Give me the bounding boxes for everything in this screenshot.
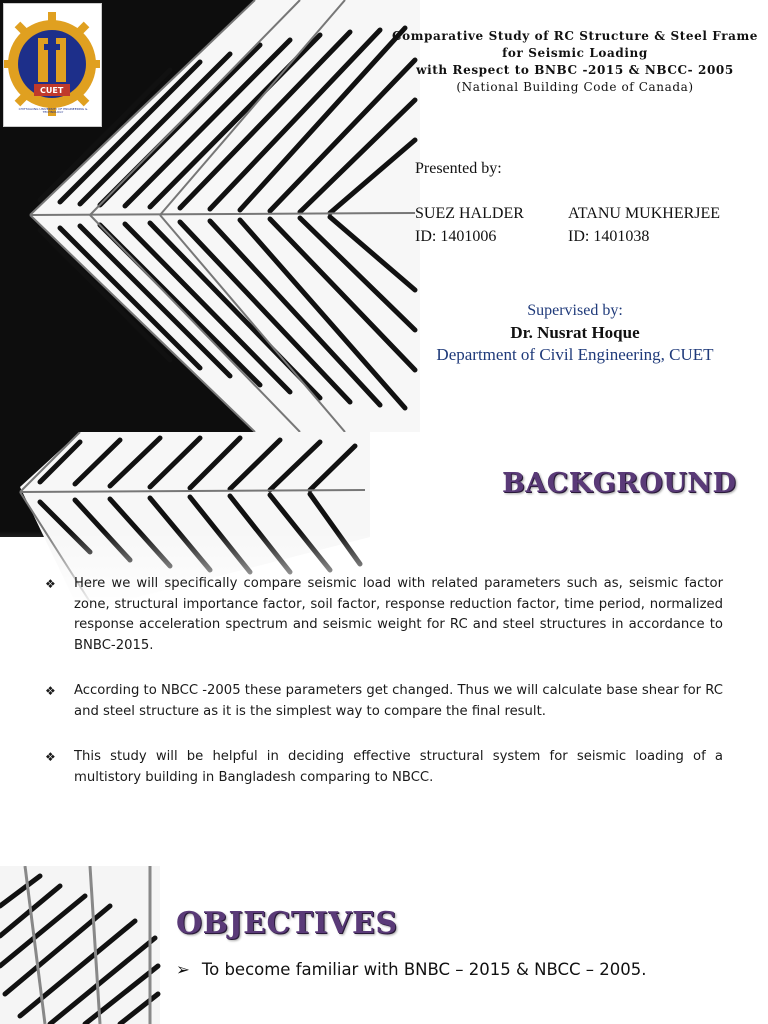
supervisor-block <box>390 300 760 366</box>
list-item <box>45 747 723 788</box>
diamond-bullet-icon: ❖ <box>45 750 56 764</box>
list-item <box>45 681 723 722</box>
list-item <box>176 960 647 979</box>
diamond-bullet-icon: ❖ <box>45 577 56 591</box>
presented-by-label: Presented by: <box>415 160 502 177</box>
bullet-text: Here we will specifically compare seismic load with related parameters such as, seismic factor zone, structural importance factor, soil factor, response reduction factor, time period, normalized response acceleration spectrum and seismic weight for RC and steel structures in accordance to BNBC-2015. <box>74 576 723 653</box>
title-line: Comparative Study of RC Structure & Steel Frame <box>391 29 759 43</box>
arrow-bullet-icon: ➢ <box>176 960 190 979</box>
list-item <box>45 574 723 656</box>
author-name: SUEZ HALDER <box>415 205 524 222</box>
author-id: ID: 1401038 <box>568 228 650 245</box>
background-slide <box>0 432 768 866</box>
author-card <box>568 202 720 248</box>
logo-text: CUET <box>40 86 64 95</box>
title-line: for Seismic Loading <box>502 46 648 60</box>
background-bullet-list <box>45 574 723 813</box>
title-line: with Respect to BNBC -2015 & NBCC- 2005 <box>416 63 734 77</box>
supervisor-department: Department of Civil Engineering, CUET <box>436 345 714 364</box>
background-heading: BACKGROUND <box>502 468 737 499</box>
objective-text: To become familiar with BNBC – 2015 & NBCC – 2005. <box>201 960 647 979</box>
author-name: ATANU MUKHERJEE <box>568 205 721 222</box>
bullet-text: According to NBCC -2005 these parameters get changed. Thus we will calculate base shear for RC and steel structure as it is the simplest way to compare the final result. <box>74 683 723 719</box>
objectives-heading: OBJECTIVES <box>176 906 398 941</box>
supervised-by-label: Supervised by: <box>527 302 623 319</box>
title-line: (National Building Code of Canada) <box>456 80 694 94</box>
diamond-bullet-icon: ❖ <box>45 684 56 698</box>
building-facade-image <box>0 866 165 1024</box>
objectives-slide <box>0 866 768 1024</box>
supervisor-name: Dr. Nusrat Hoque <box>510 323 640 342</box>
bullet-text: This study will be helpful in deciding effective structural system for seismic loading of a multistory building in Bangladesh comparing to NBCC. <box>74 749 723 785</box>
author-id: ID: 1401006 <box>415 228 497 245</box>
presentation-title <box>390 28 760 96</box>
author-card <box>415 202 524 248</box>
logo-ring-text: CHITTAGONG UNIVERSITY OF ENGINEERING & TECHNOLOGY <box>18 107 88 114</box>
title-slide <box>0 0 768 432</box>
cuet-logo <box>3 3 102 127</box>
